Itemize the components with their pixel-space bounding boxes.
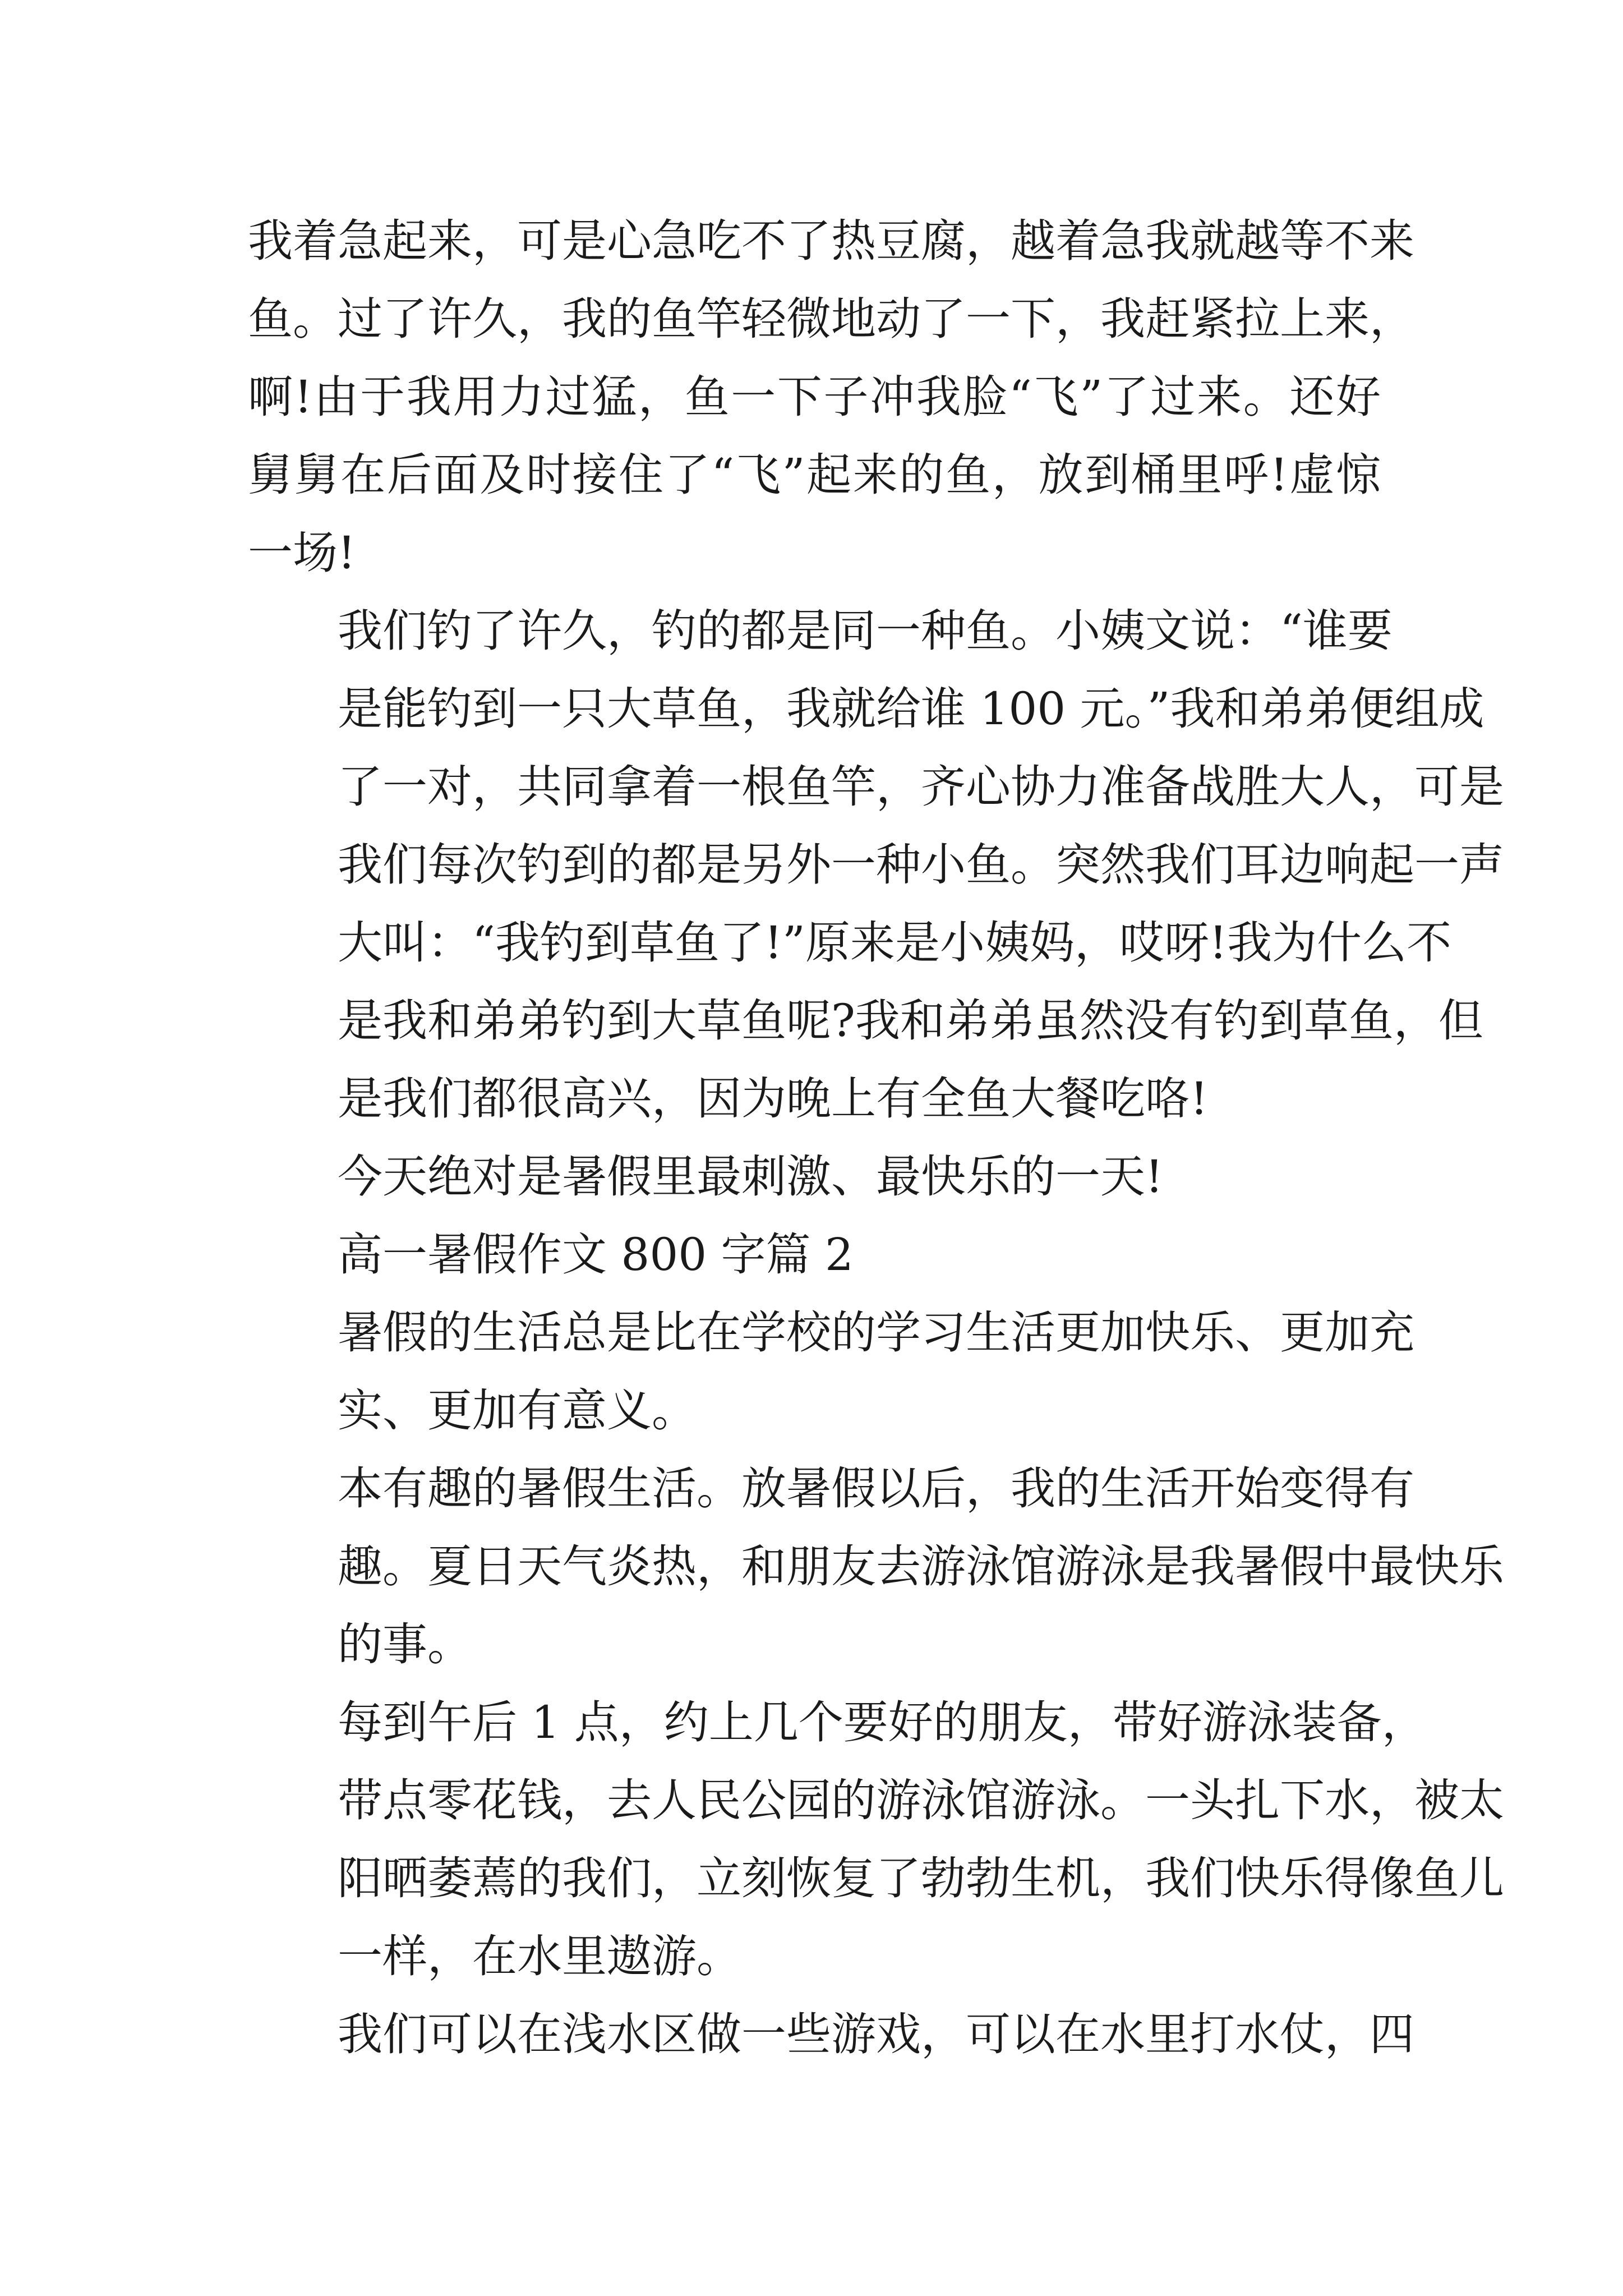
paragraph [248, 1450, 1504, 1683]
text-line: 的事。 [338, 1618, 472, 1671]
text-line: 一样，在水里遨游。 [338, 1930, 741, 1982]
paragraph [248, 1294, 1414, 1450]
text-line: 大叫：“我钓到草鱼了!”原来是小姨妈，哎呀!我为什么不 [338, 917, 1452, 969]
text-line: 是我们都很高兴，因为晚上有全鱼大餐吃咯! [338, 1073, 1209, 1125]
text-line: 今天绝对是暑假里最刺激、最快乐的一天! [338, 1151, 1164, 1203]
paragraph [248, 1683, 1504, 1995]
text-line: 我们可以在浅水区做一些游戏，可以在水里打水仗，四 [338, 2008, 1414, 2060]
text-line: 我们每次钓到的都是另外一种小鱼。突然我们耳边响起一声 [338, 839, 1504, 891]
text-line: 是能钓到一只大草鱼，我就给谁 100 元。”我和弟弟便组成 [338, 683, 1484, 735]
text-line: 是我和弟弟钓到大草鱼呢?我和弟弟虽然没有钓到草鱼，但 [338, 995, 1483, 1047]
text-line: 舅舅在后面及时接住了“飞”起来的鱼，放到桶里呼!虚惊 [248, 449, 1381, 501]
paragraph [248, 1138, 1381, 1216]
text-line: 暑假的生活总是比在学校的学习生活更加快乐、更加充 [338, 1306, 1414, 1359]
text-line: 高一暑假作文 800 字篇 2 [338, 1228, 854, 1281]
text-line: 了一对，共同拿着一根鱼竿，齐心协力准备战胜大人，可是 [338, 761, 1504, 813]
paragraph [248, 592, 1504, 1138]
paragraph [248, 202, 1414, 592]
text-line: 实、更加有意义。 [338, 1384, 697, 1437]
text-line: 本有趣的暑假生活。放暑假以后，我的生活开始变得有 [338, 1462, 1414, 1515]
text-line: 每到午后 1 点，约上几个要好的朋友，带好游泳装备， [338, 1696, 1427, 1749]
paragraph [248, 1216, 1381, 1294]
text-line: 一场! [248, 527, 356, 579]
text-line: 带点零花钱，去人民公园的游泳馆游泳。一头扎下水，被太 [338, 1774, 1504, 1826]
text-line: 我着急起来，可是心急吃不了热豆腐，越着急我就越等不来 [248, 215, 1414, 267]
document-body [248, 202, 1504, 2073]
paragraph [248, 1995, 1414, 2073]
text-line: 鱼。过了许久，我的鱼竿轻微地动了一下，我赶紧拉上来， [248, 293, 1414, 345]
text-line: 啊!由于我用力过猛，鱼一下子冲我脸“飞”了过来。还好 [248, 371, 1381, 423]
text-line: 趣。夏日天气炎热，和朋友去游泳馆游泳是我暑假中最快乐 [338, 1540, 1504, 1593]
text-line: 我们钓了许久，钓的都是同一种鱼。小姨文说：“谁要 [338, 605, 1393, 657]
text-line: 阳晒萎蔫的我们，立刻恢复了勃勃生机，我们快乐得像鱼儿 [338, 1852, 1504, 1904]
